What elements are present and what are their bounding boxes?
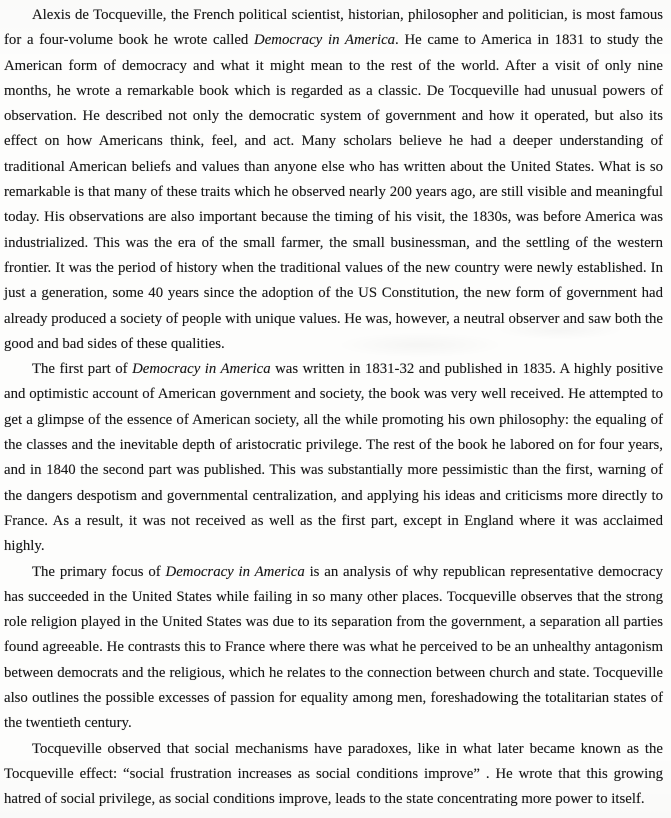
paragraph: [4, 560, 663, 737]
paragraph: [4, 3, 663, 357]
text-run: is an analysis of why republican representative democracy has succeeded in the United States while failing in so many other places. Tocqueville observes that the strong role religion played in the United States was due to its separation from the government, a separation all parties found agreeable. He contrasts this to France where there was what he perceived to be an unhealthy antagonism between democrats and the religious, which he relates to the connection between church and state. Tocqueville also outlines the possible excesses of passion for equality among men, foreshadowing the totalitarian states of the twentieth century.: [4, 563, 663, 732]
document-body: [4, 3, 663, 813]
paragraph: [4, 737, 663, 813]
book-title-italic: Democracy in America: [165, 563, 305, 580]
text-run: was written in 1831-32 and published in 1835. A highly positive and optimistic account of American government and society, the book was very well received. He attempted to get a glimpse of the essence of American society, all the while promoting his own philosophy: the equaling of the classes and the inevitable depth of aristocratic privilege. The rest of the book he labored on for four years, and in 1840 the second part was published. This was substantially more pessimistic than the first, warning of the dangers despotism and governmental centralization, and applying his ideas and criticisms more directly to France. As a result, it was not received as well as the first part, except in England where it was acclaimed highly.: [4, 361, 664, 555]
text-run: Tocqueville observed that social mechanisms have paradoxes, like in what later became known as the Tocqueville effect: “social frustration increases as social conditions improve” . He wrote that this growing hatred of social privilege, as social conditions improve, leads to the state concentrating more power to itself.: [4, 740, 663, 808]
book-title-italic: Democracy in America: [132, 361, 271, 378]
text-run: The first part of: [32, 361, 133, 378]
paragraph: [4, 357, 663, 559]
book-title-italic: Democracy in America: [254, 32, 396, 49]
text-run: . He came to America in 1831 to study the American form of democracy and what it might mean to the rest of the world. After a visit of only nine months, he wrote a remarkable book which is regarded as a classic. De Tocqueville had unusual powers of observation. He described not only the democratic system of government and how it operated, but also its effect on how Americans think, feel, and act. Many scholars believe he had a deeper understanding of traditional American beliefs and values than anyone else who has written about the United States. What is so remarkable is that many of these traits which he observed nearly 200 years ago, are still visible and meaningful today. His observations are also important because the timing of his visit, the 1830s, was before America was industrialized. This was the era of the small farmer, the small businessman, and the settling of the western frontier. It was the period of history when the traditional values of the new country were newly established. In just a generation, some 40 years since the adoption of the US Constitution, the new form of government had already produced a society of people with unique values. He was, however, a neutral observer and saw both the good and bad sides of these qualities.: [4, 32, 663, 352]
text-run: Alexis de Tocqueville, the French political scientist, historian, philosopher and politician, is most famous for a four-volume book he wrote called: [4, 7, 663, 49]
text-run: The primary focus of: [32, 563, 166, 580]
